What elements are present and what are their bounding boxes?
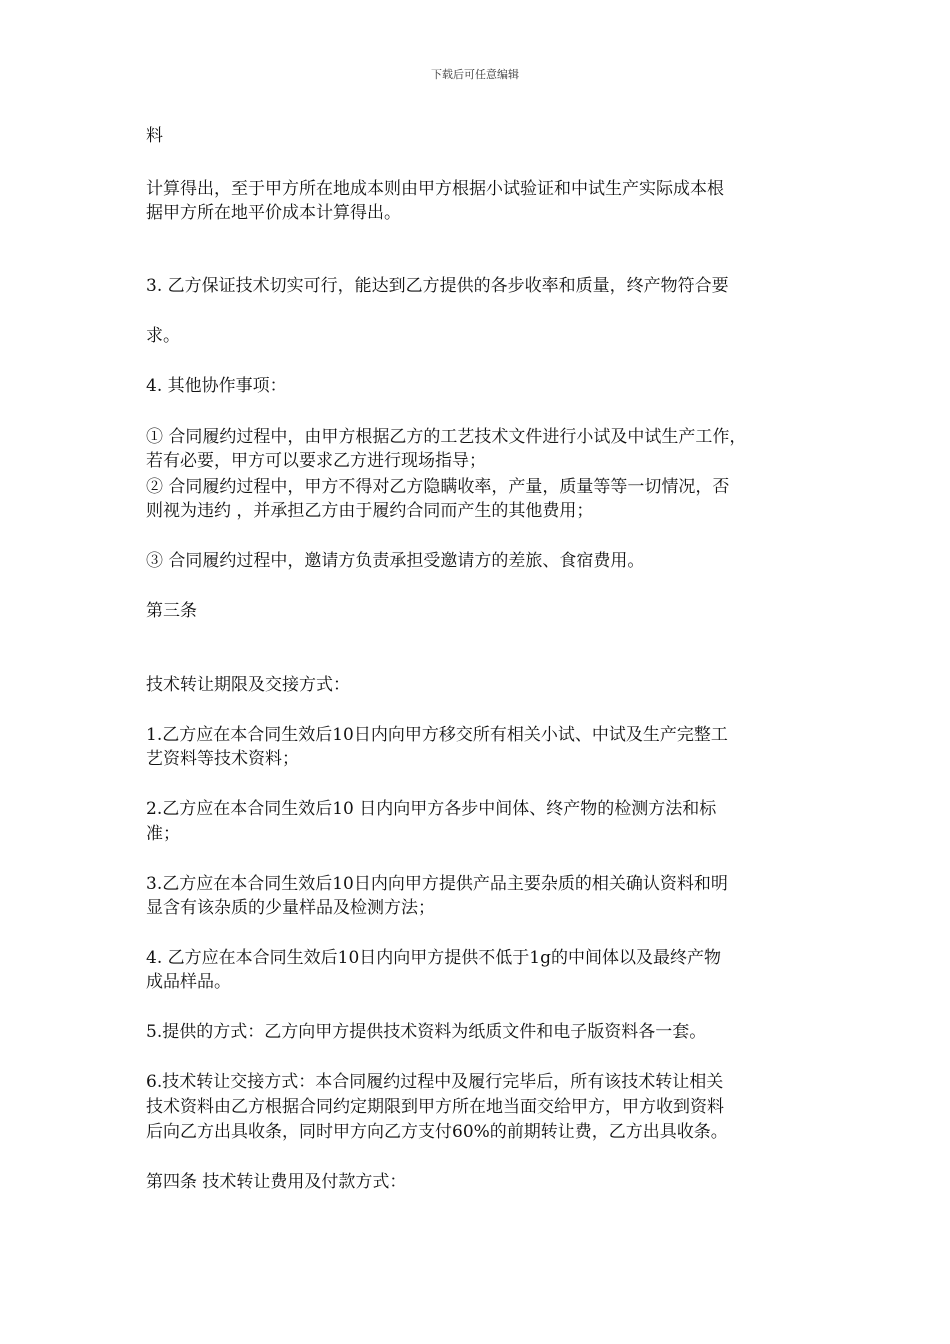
- text-line: 6.技术转让交接方式：本合同履约过程中及履行完毕后，所有该技术转让相关: [146, 1072, 724, 1092]
- text-line: 若有必要，甲方可以要求乙方进行现场指导；: [146, 451, 486, 471]
- text-line: 1.乙方应在本合同生效后10日内向甲方移交所有相关小试、中试及生产完整工: [146, 725, 728, 745]
- text-line: ① 合同履约过程中，由甲方根据乙方的工艺技术文件进行小试及中试生产工作，: [146, 427, 747, 447]
- text-line: 3. 乙方保证技术切实可行，能达到乙方提供的各步收率和质量，终产物符合要: [146, 276, 729, 296]
- text-line: 5.提供的方式：乙方向甲方提供技术资料为纸质文件和电子版资料各一套。: [146, 1022, 707, 1042]
- text-line: ③ 合同履约过程中，邀请方负责承担受邀请方的差旅、食宿费用。: [146, 551, 645, 571]
- text-line: 成品样品。: [146, 972, 231, 992]
- text-line: 计算得出，至于甲方所在地成本则由甲方根据小试验证和中试生产实际成本根: [146, 179, 724, 199]
- text-line: 准；: [146, 824, 180, 844]
- text-line: ② 合同履约过程中，甲方不得对乙方隐瞒收率，产量，质量等等一切情况，否: [146, 477, 730, 497]
- section-heading: 第三条: [146, 601, 197, 621]
- text-line: 后向乙方出具收条，同时甲方向乙方支付60%的前期转让费，乙方出具收条。: [146, 1122, 728, 1142]
- page-header-note: 下载后可任意编辑: [431, 68, 519, 81]
- text-line: 艺资料等技术资料；: [146, 749, 299, 769]
- text-line: 据甲方所在地平价成本计算得出。: [146, 203, 401, 223]
- text-line: 3.乙方应在本合同生效后10日内向甲方提供产品主要杂质的相关确认资料和明: [146, 874, 728, 894]
- text-line: 求。: [146, 326, 180, 346]
- text-line: 技术转让期限及交接方式：: [146, 675, 350, 695]
- text-line: 4. 乙方应在本合同生效后10日内向甲方提供不低于1g的中间体以及最终产物: [146, 948, 721, 968]
- text-line: 2.乙方应在本合同生效后10 日内向甲方各步中间体、终产物的检测方法和标: [146, 799, 717, 819]
- text-line: 显含有该杂质的少量样品及检测方法；: [146, 898, 435, 918]
- section-heading: 第四条 技术转让费用及付款方式：: [146, 1172, 407, 1192]
- text-line: 料: [146, 126, 163, 146]
- text-line: 4. 其他协作事项：: [146, 376, 287, 396]
- text-line: 则视为违约 ，并承担乙方由于履约合同而产生的其他费用；: [146, 501, 594, 521]
- text-line: 技术资料由乙方根据合同约定期限到甲方所在地当面交给甲方，甲方收到资料: [146, 1097, 724, 1117]
